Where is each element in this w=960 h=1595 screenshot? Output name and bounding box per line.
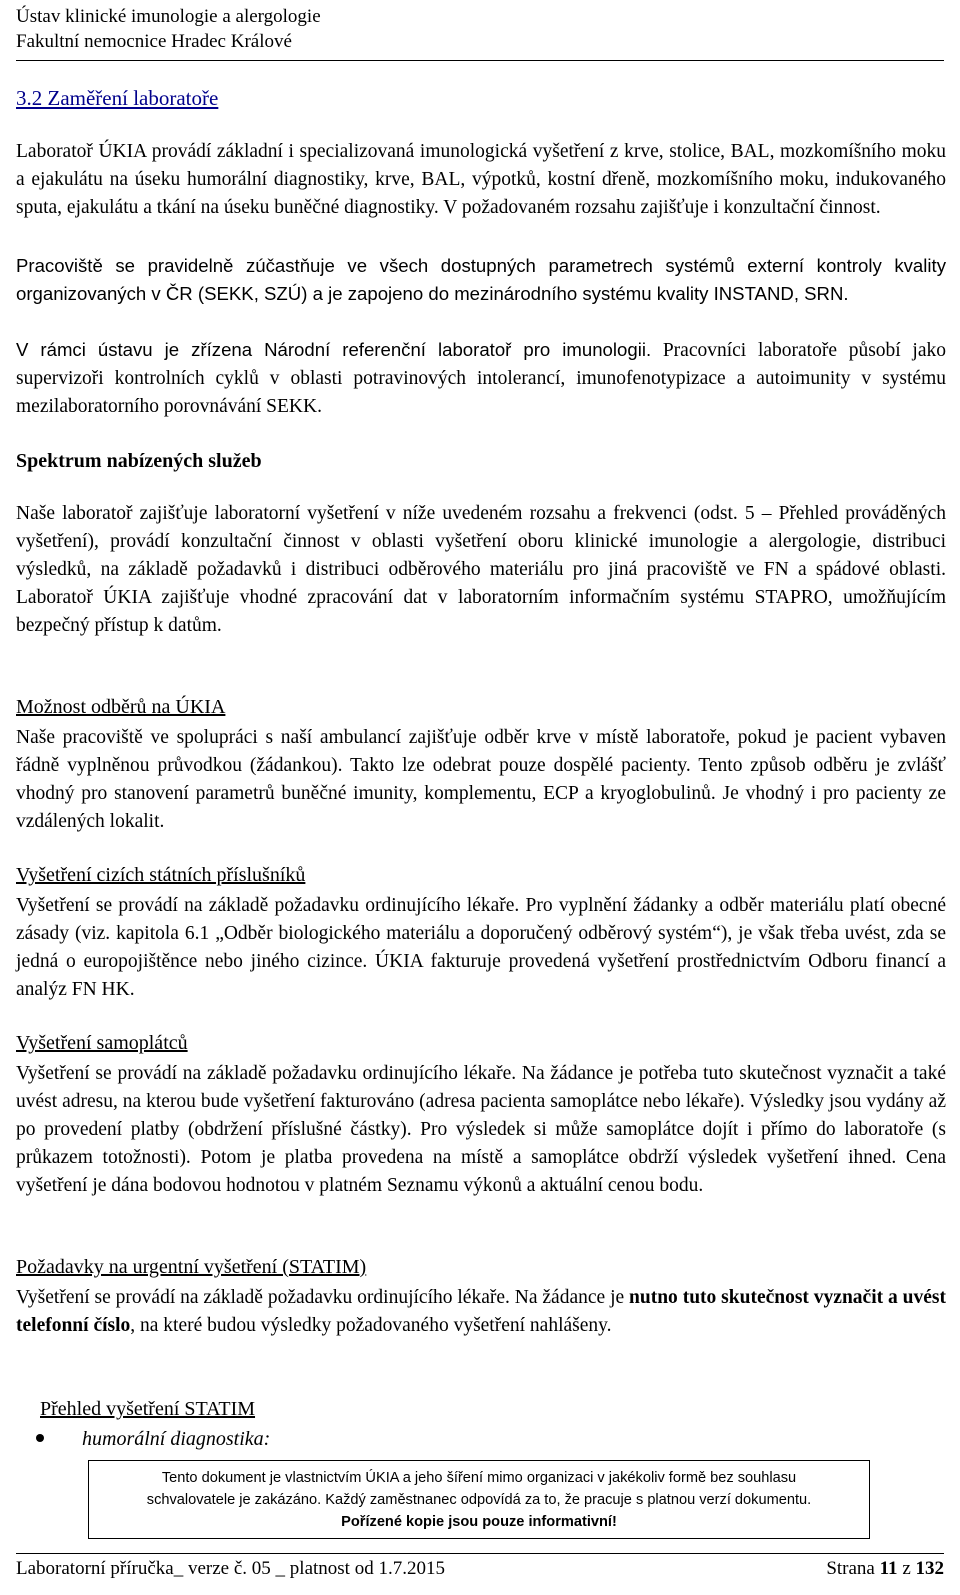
- services-paragraph: Naše laboratoř zajišťuje laboratorní vyšetření v níže uvedeném rozsahu a frekvenci (odst. 5 – Přehled prováděných vyšetření), provádí konzultační činnost v oblasti vyšetření oboru klinické imunologie a alergologie, distribuci výsledků, na základě požadavků i distribuci odběrového materiálu pro jiná pracoviště ve FN a spádové oblasti. Laboratoř ÚKIA zajišťuje vhodné zpracování dat v laboratorním informačním systému STAPRO, umožňujícím bezpečný přístup k datům.: [16, 503, 946, 636]
- statim-bullet-item: [36, 1428, 270, 1451]
- services-heading: Spektrum nabízených služeb: [16, 450, 262, 472]
- document-header: [16, 4, 321, 54]
- selfpay-block: [16, 1060, 946, 1200]
- foreigners-heading: Vyšetření cizích státních příslušníků: [16, 864, 306, 886]
- intro-block: [16, 138, 946, 224]
- bullet-dot-icon: [36, 1434, 44, 1442]
- notice-line-1: Tento dokument je vlastnictvím ÚKIA a jeho šíření mimo organizaci v jakékoliv formě bez souhlasu: [161, 1470, 797, 1486]
- urgent-block: [16, 1284, 946, 1340]
- collection-paragraph: Naše pracoviště ve spolupráci s naší ambulancí zajišťuje odběr krve v místě laboratoře, pokud je pacient vybaven řádně vyplněnou průvodkou (žádankou). Takto lze odebrat pouze dospělé pacienty. Tento způsob odběru je zvlášť vhodný pro stanovení parametrů buněčné imunity, komplementu, ECP a kryoglobulinů. Je vhodný i pro pacienty ze vzdálených lokalit.: [16, 727, 946, 832]
- footer-divider: [16, 1553, 944, 1554]
- services-block: [16, 500, 946, 640]
- section-title: 3.2 Zaměření laboratoře: [16, 86, 219, 110]
- urgent-text-start: Vyšetření se provádí na základě požadavku ordinujícího lékaře. Na žádance je: [16, 1287, 630, 1308]
- foreigners-paragraph: Vyšetření se provádí na základě požadavku ordinujícího lékaře. Pro vyplnění žádanky a odběr materiálu platí obecné zásady (viz. kapitola 6.1 „Odběr biologického materiálu a doporučený odběrový systém“), je však třeba uvést, zda se jedná o europojištěnce nebo jiného cizince. ÚKIA fakturuje provedená vyšetření prostřednictvím Odboru financí a analýz FN HK.: [16, 895, 946, 1000]
- urgent-paragraph: [16, 1284, 946, 1340]
- header-hospital: Fakultní nemocnice Hradec Králové: [16, 31, 292, 52]
- page-current: 11: [879, 1558, 898, 1579]
- page-of: z: [897, 1558, 916, 1579]
- selfpay-paragraph: Vyšetření se provádí na základě požadavku ordinujícího lékaře. Na žádance je potřeba tuto skutečnost vyznačit a také uvést adresu, na kterou bude vyšetření fakturováno (adresa pacienta samoplátce nebo lékaře). Výsledky jsou vydány až po provedení platby (obdržení příslušné částky). Pro výsledek si může samoplátce dojít i přímo do laboratoře (s průkazem totožnosti). Potom je platba provedena na místě a samoplátce obdrží výsledek vyšetření ihned. Cena vyšetření je dána bodovou hodnotou v platném Seznamu výkonů a aktuální cenou bodu.: [16, 1063, 946, 1196]
- urgent-text-end: , na které budou výsledky požadovaného vyšetření nahlášeny.: [130, 1315, 612, 1336]
- notice-line-3: Pořízené kopie jsou pouze informativní!: [341, 1514, 617, 1530]
- header-divider: [16, 60, 944, 61]
- intro-paragraph-1: Laboratoř ÚKIA provádí základní i specializovaná imunologická vyšetření z krve, stolice, BAL, mozkomíšního moku a ejakulátu na úseku humorální diagnostiky, krve, BAL, výpotků, kostní dřeně, mozkomíšního moku, indukovaného sputa, ejakulátu a tkání na úseku buněčné diagnostiky. V požadovaném rozsahu zajišťuje i konzultační činnost.: [16, 141, 946, 218]
- urgent-heading: Požadavky na urgentní vyšetření (STATIM): [16, 1256, 367, 1278]
- page-label: Strana: [826, 1558, 880, 1579]
- notice-line-2: schvalovatele je zakázáno. Každý zaměstnanec odpovídá za to, že pracuje s platnou verzí dokumentu.: [146, 1492, 812, 1508]
- urgent-text-bold: nutno tuto skutečnost vyznačit a uvést telefonní číslo: [16, 1287, 946, 1336]
- footer-doc-version: Laboratorní příručka_ verze č. 05 _ platnost od 1.7.2015: [16, 1558, 445, 1579]
- page-total: 132: [915, 1558, 944, 1579]
- reference-block: [16, 336, 946, 421]
- collection-block: [16, 724, 946, 836]
- supervisors-text: Pracovníci laboratoře působí jako supervizoři kontrolních cyklů v oblasti potravinových intolerancí, imunofenotypizace a autoimunity v systému mezilaboratorního porovnávání SEKK.: [16, 340, 946, 417]
- reference-lab-text: V rámci ústavu je zřízena Národní referenční laboratoř pro imunologii.: [16, 339, 652, 360]
- collection-heading: Možnost odběrů na ÚKIA: [16, 696, 226, 718]
- document-footer: [16, 1558, 944, 1580]
- statim-title: Přehled vyšetření STATIM: [40, 1398, 256, 1420]
- footer-page-number: [826, 1558, 944, 1580]
- selfpay-heading: Vyšetření samoplátců: [16, 1032, 188, 1054]
- intro-paragraph-2: Pracoviště se pravidelně zúčastňuje ve všech dostupných parametrech systémů externí kontroly kvality organizovaných v ČR (SEKK, SZÚ) a je zapojeno do mezinárodního systému kvality INSTAND, SRN.: [16, 255, 946, 304]
- copyright-notice: [88, 1460, 870, 1539]
- reference-paragraph: [16, 336, 946, 421]
- foreigners-block: [16, 892, 946, 1004]
- header-institute: Ústav klinické imunologie a alergologie: [16, 6, 321, 27]
- eqa-block: [16, 252, 946, 308]
- statim-bullet-text: humorální diagnostika:: [82, 1428, 271, 1450]
